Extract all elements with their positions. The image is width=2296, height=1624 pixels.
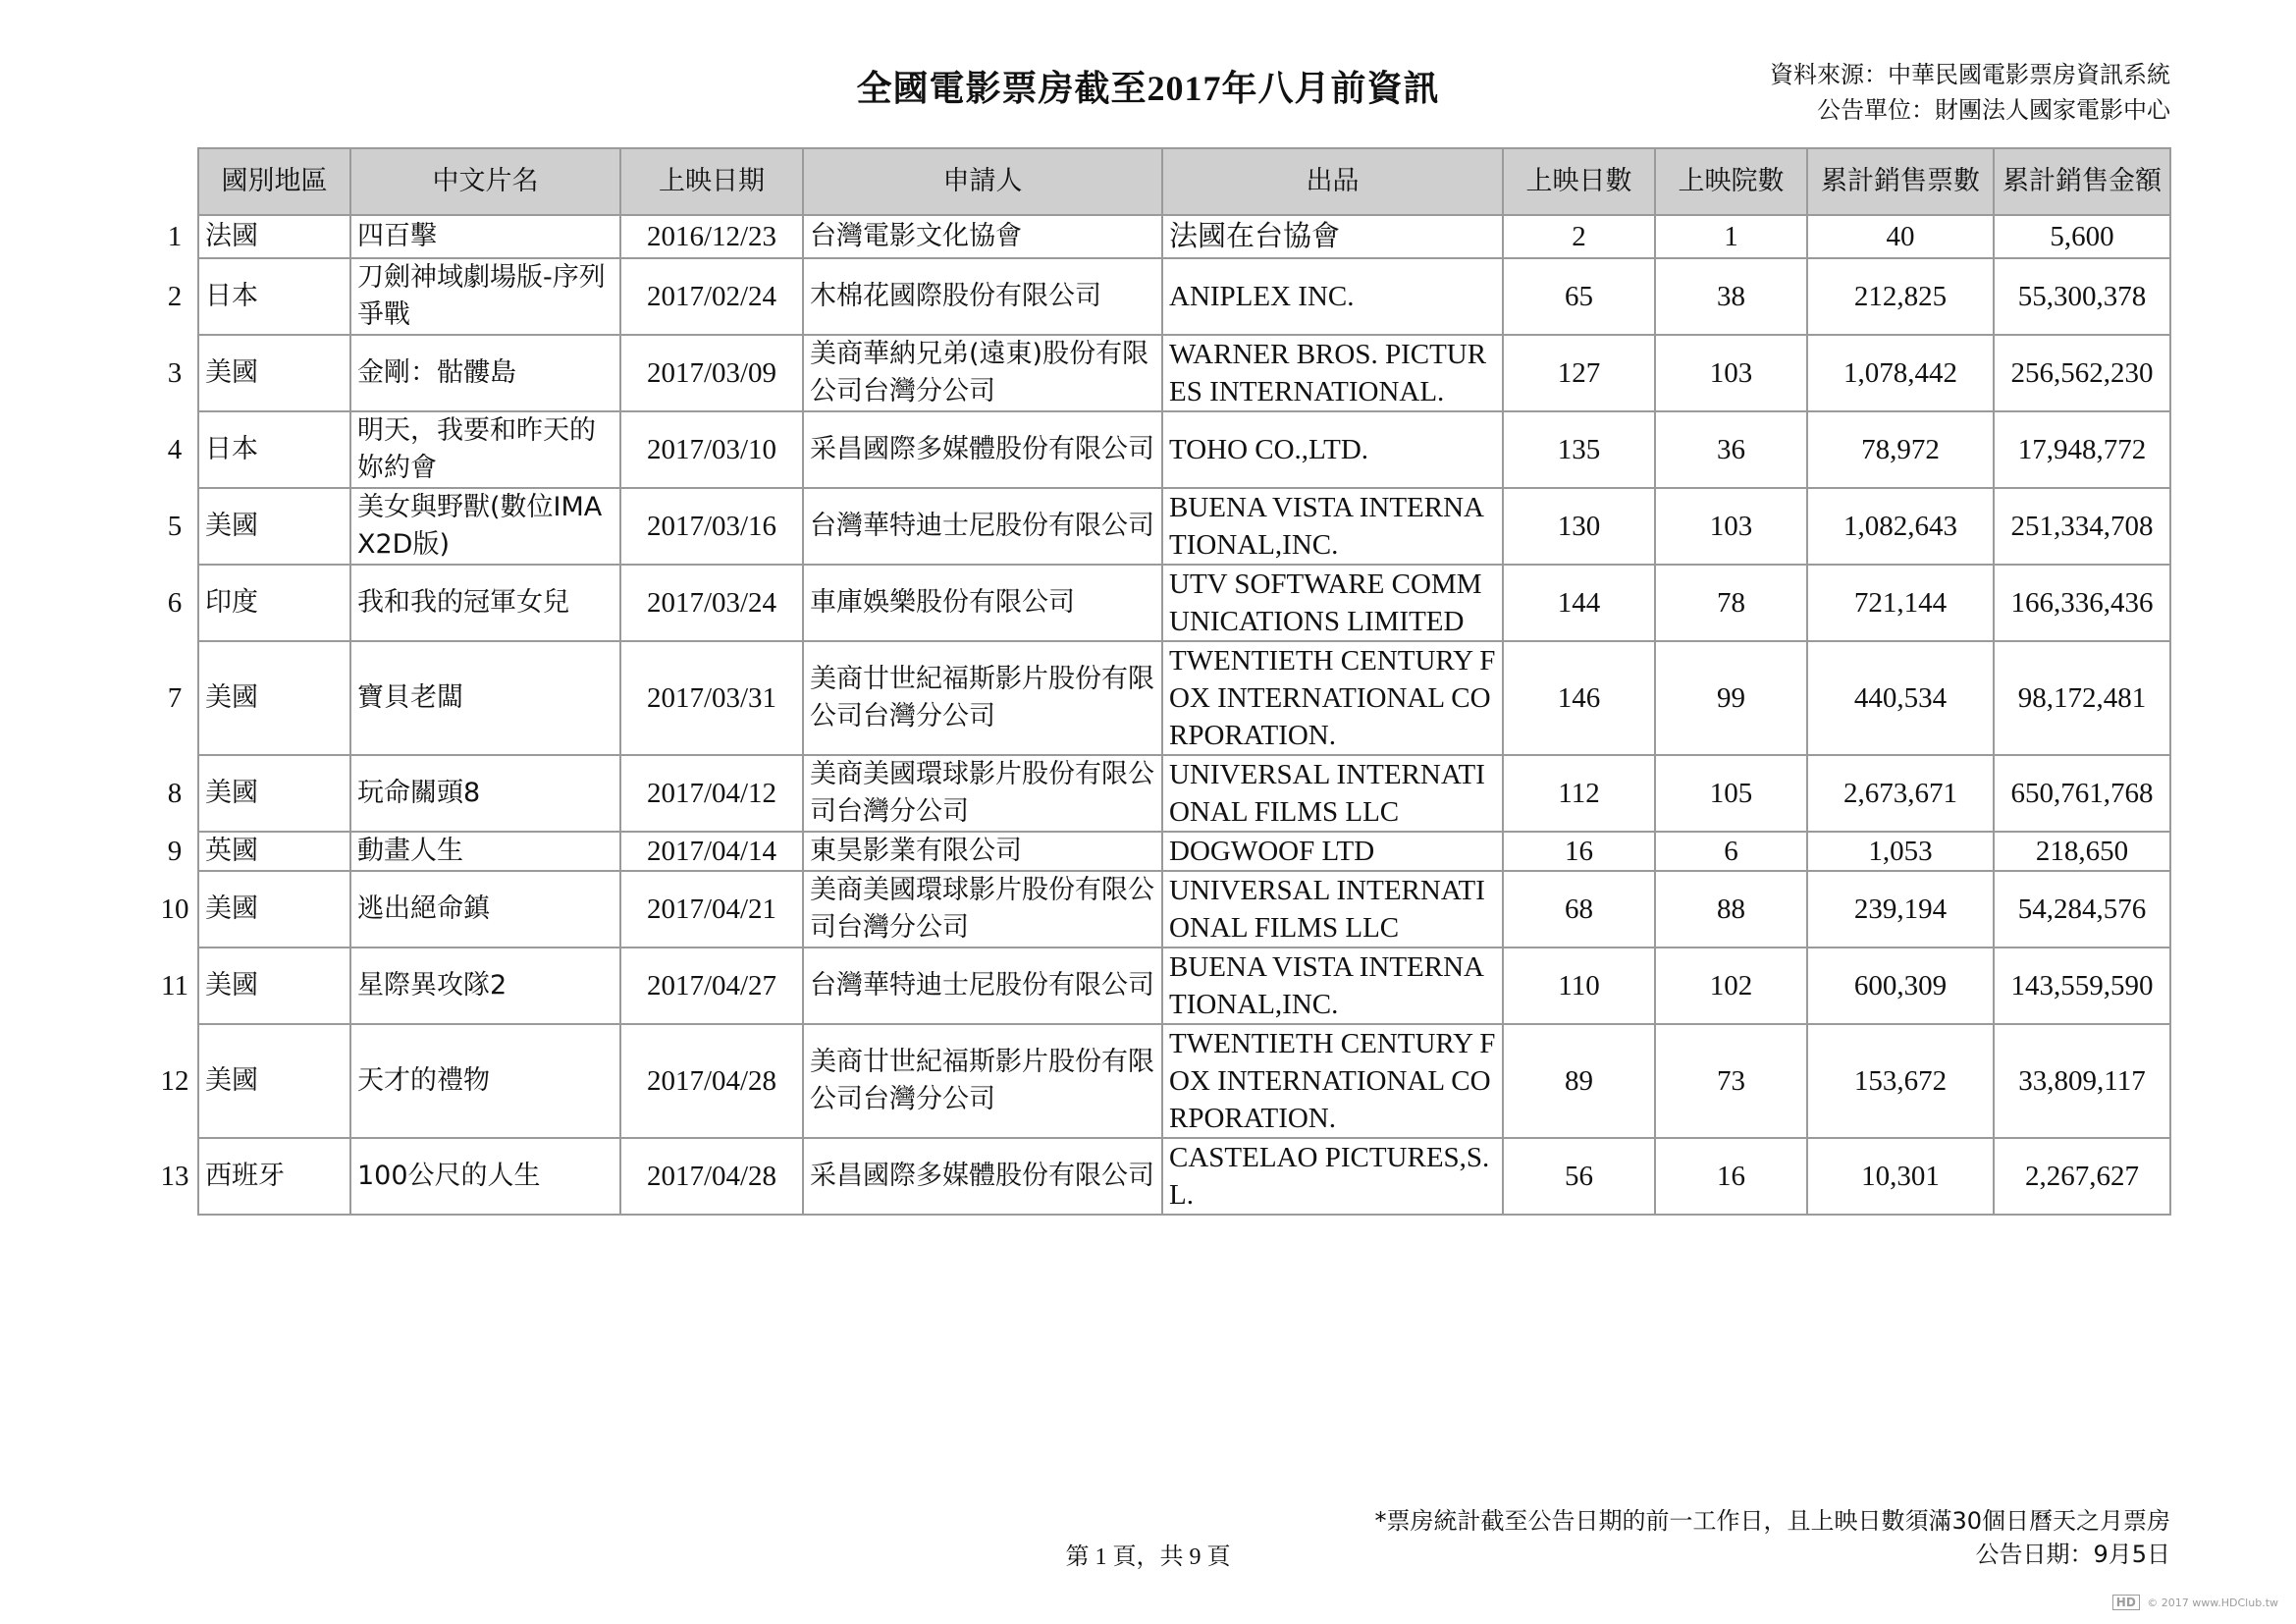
release-date-cell: 2017/03/09 — [620, 335, 803, 411]
theaters-cell: 103 — [1655, 488, 1807, 565]
watermark — [2112, 1595, 2278, 1610]
theaters-cell: 105 — [1655, 755, 1807, 832]
revenue-cell: 2,267,627 — [1994, 1138, 2170, 1215]
revenue-cell: 166,336,436 — [1994, 565, 2170, 641]
tickets-cell: 2,673,671 — [1807, 755, 1994, 832]
theaters-cell: 6 — [1655, 832, 1807, 871]
revenue-cell: 143,559,590 — [1994, 947, 2170, 1024]
release-date-cell: 2017/04/28 — [620, 1138, 803, 1215]
screening-days-cell: 16 — [1503, 832, 1655, 871]
revenue-cell: 256,562,230 — [1994, 335, 2170, 411]
row-index: 3 — [152, 335, 198, 411]
table-row — [152, 488, 2170, 565]
row-index: 11 — [152, 947, 198, 1024]
producer-cell: TWENTIETH CENTURY FOX INTERNATIONAL CORPORATION. — [1162, 1024, 1503, 1138]
theaters-cell: 73 — [1655, 1024, 1807, 1138]
row-index: 5 — [152, 488, 198, 565]
country-cell: 美國 — [198, 1024, 350, 1138]
release-date-cell: 2017/04/28 — [620, 1024, 803, 1138]
release-date-cell: 2017/04/12 — [620, 755, 803, 832]
country-cell: 英國 — [198, 832, 350, 871]
release-date-cell: 2016/12/23 — [620, 215, 803, 258]
screening-days-cell: 112 — [1503, 755, 1655, 832]
box-office-table-wrap — [152, 147, 2171, 1216]
producer-cell: ANIPLEX INC. — [1162, 258, 1503, 335]
theaters-cell: 103 — [1655, 335, 1807, 411]
header-days: 上映日數 — [1503, 148, 1655, 215]
producer-cell: TOHO CO.,LTD. — [1162, 411, 1503, 488]
release-date-cell: 2017/03/10 — [620, 411, 803, 488]
title-cell: 玩命關頭8 — [350, 755, 620, 832]
tickets-cell: 1,082,643 — [1807, 488, 1994, 565]
tickets-cell: 1,078,442 — [1807, 335, 1994, 411]
applicant-cell: 木棉花國際股份有限公司 — [803, 258, 1162, 335]
title-cell: 逃出絕命鎮 — [350, 871, 620, 947]
header-tickets: 累計銷售票數 — [1807, 148, 1994, 215]
theaters-cell: 99 — [1655, 641, 1807, 755]
header-producer: 出品 — [1162, 148, 1503, 215]
applicant-cell: 采昌國際多媒體股份有限公司 — [803, 1138, 1162, 1215]
screening-days-cell: 144 — [1503, 565, 1655, 641]
header-row — [152, 148, 2170, 215]
table-body — [152, 215, 2170, 1215]
screening-days-cell: 135 — [1503, 411, 1655, 488]
header-index — [152, 148, 198, 215]
publisher-line: 公告單位：財團法人國家電影中心 — [1817, 96, 2170, 124]
title-cell: 明天，我要和昨天的妳約會 — [350, 411, 620, 488]
screening-days-cell: 65 — [1503, 258, 1655, 335]
release-date-cell: 2017/04/14 — [620, 832, 803, 871]
screening-days-cell: 89 — [1503, 1024, 1655, 1138]
producer-cell: UNIVERSAL INTERNATIONAL FILMS LLC — [1162, 871, 1503, 947]
title-cell: 100公尺的人生 — [350, 1138, 620, 1215]
row-index: 6 — [152, 565, 198, 641]
table-row — [152, 565, 2170, 641]
row-index: 2 — [152, 258, 198, 335]
revenue-cell: 55,300,378 — [1994, 258, 2170, 335]
release-date-cell: 2017/03/16 — [620, 488, 803, 565]
applicant-cell: 東昊影業有限公司 — [803, 832, 1162, 871]
table-row — [152, 755, 2170, 832]
applicant-cell: 美商美國環球影片股份有限公司台灣分公司 — [803, 755, 1162, 832]
theaters-cell: 78 — [1655, 565, 1807, 641]
title-cell: 寶貝老闆 — [350, 641, 620, 755]
row-index: 13 — [152, 1138, 198, 1215]
row-index: 1 — [152, 215, 198, 258]
screening-days-cell: 127 — [1503, 335, 1655, 411]
theaters-cell: 102 — [1655, 947, 1807, 1024]
page-title: 全國電影票房截至2017年八月前資訊 — [856, 69, 1440, 108]
tickets-cell: 10,301 — [1807, 1138, 1994, 1215]
table-row — [152, 411, 2170, 488]
screening-days-cell: 146 — [1503, 641, 1655, 755]
table-row — [152, 1024, 2170, 1138]
country-cell: 美國 — [198, 335, 350, 411]
revenue-cell: 5,600 — [1994, 215, 2170, 258]
tickets-cell: 1,053 — [1807, 832, 1994, 871]
producer-cell: BUENA VISTA INTERNATIONAL,INC. — [1162, 488, 1503, 565]
tickets-cell: 600,309 — [1807, 947, 1994, 1024]
country-cell: 美國 — [198, 641, 350, 755]
title-cell: 金剛：骷髏島 — [350, 335, 620, 411]
table-row — [152, 258, 2170, 335]
table-row — [152, 641, 2170, 755]
title-cell: 美女與野獸(數位IMAX2D版) — [350, 488, 620, 565]
revenue-cell: 251,334,708 — [1994, 488, 2170, 565]
watermark-text: © 2017 www.HDClub.tw — [2147, 1597, 2278, 1609]
title-cell: 星際異攻隊2 — [350, 947, 620, 1024]
row-index: 12 — [152, 1024, 198, 1138]
header-title: 中文片名 — [350, 148, 620, 215]
country-cell: 美國 — [198, 947, 350, 1024]
country-cell: 日本 — [198, 411, 350, 488]
applicant-cell: 車庫娛樂股份有限公司 — [803, 565, 1162, 641]
applicant-cell: 美商美國環球影片股份有限公司台灣分公司 — [803, 871, 1162, 947]
screening-days-cell: 56 — [1503, 1138, 1655, 1215]
tickets-cell: 153,672 — [1807, 1024, 1994, 1138]
screening-days-cell: 68 — [1503, 871, 1655, 947]
title-cell: 四百擊 — [350, 215, 620, 258]
applicant-cell: 台灣電影文化協會 — [803, 215, 1162, 258]
release-date-cell: 2017/03/24 — [620, 565, 803, 641]
table-row — [152, 335, 2170, 411]
title-cell: 天才的禮物 — [350, 1024, 620, 1138]
country-cell: 日本 — [198, 258, 350, 335]
footnote-text: *票房統計截至公告日期的前一工作日，且上映日數須滿30個日曆天之月票房 — [1374, 1507, 2170, 1535]
producer-cell: DOGWOOF LTD — [1162, 832, 1503, 871]
applicant-cell: 美商華納兄弟(遠東)股份有限公司台灣分公司 — [803, 335, 1162, 411]
country-cell: 美國 — [198, 755, 350, 832]
row-index: 8 — [152, 755, 198, 832]
header-theaters: 上映院數 — [1655, 148, 1807, 215]
release-date-cell: 2017/02/24 — [620, 258, 803, 335]
country-cell: 美國 — [198, 488, 350, 565]
producer-cell: BUENA VISTA INTERNATIONAL,INC. — [1162, 947, 1503, 1024]
revenue-cell: 218,650 — [1994, 832, 2170, 871]
screening-days-cell: 2 — [1503, 215, 1655, 258]
table-row — [152, 947, 2170, 1024]
release-date-cell: 2017/04/27 — [620, 947, 803, 1024]
table-row — [152, 1138, 2170, 1215]
watermark-logo-icon: HD — [2112, 1595, 2140, 1610]
producer-cell: 法國在台協會 — [1162, 215, 1503, 258]
revenue-cell: 54,284,576 — [1994, 871, 2170, 947]
screening-days-cell: 130 — [1503, 488, 1655, 565]
title-cell: 動畫人生 — [350, 832, 620, 871]
theaters-cell: 36 — [1655, 411, 1807, 488]
box-office-table — [152, 147, 2171, 1216]
revenue-cell: 650,761,768 — [1994, 755, 2170, 832]
producer-cell: WARNER BROS. PICTURES INTERNATIONAL. — [1162, 335, 1503, 411]
title-cell: 刀劍神域劇場版-序列爭戰 — [350, 258, 620, 335]
tickets-cell: 721,144 — [1807, 565, 1994, 641]
header-country: 國別地區 — [198, 148, 350, 215]
theaters-cell: 88 — [1655, 871, 1807, 947]
row-index: 10 — [152, 871, 198, 947]
producer-cell: UTV SOFTWARE COMMUNICATIONS LIMITED — [1162, 565, 1503, 641]
applicant-cell: 采昌國際多媒體股份有限公司 — [803, 411, 1162, 488]
header-applicant: 申請人 — [803, 148, 1162, 215]
applicant-cell: 美商廿世紀福斯影片股份有限公司台灣分公司 — [803, 1024, 1162, 1138]
screening-days-cell: 110 — [1503, 947, 1655, 1024]
applicant-cell: 美商廿世紀福斯影片股份有限公司台灣分公司 — [803, 641, 1162, 755]
row-index: 4 — [152, 411, 198, 488]
theaters-cell: 38 — [1655, 258, 1807, 335]
revenue-cell: 98,172,481 — [1994, 641, 2170, 755]
producer-cell: TWENTIETH CENTURY FOX INTERNATIONAL CORPORATION. — [1162, 641, 1503, 755]
page-number: 第 1 頁，共 9 頁 — [1065, 1544, 1231, 1570]
release-date-cell: 2017/03/31 — [620, 641, 803, 755]
revenue-cell: 33,809,117 — [1994, 1024, 2170, 1138]
country-cell: 印度 — [198, 565, 350, 641]
row-index: 9 — [152, 832, 198, 871]
producer-cell: UNIVERSAL INTERNATIONAL FILMS LLC — [1162, 755, 1503, 832]
country-cell: 西班牙 — [198, 1138, 350, 1215]
applicant-cell: 台灣華特迪士尼股份有限公司 — [803, 947, 1162, 1024]
release-date-cell: 2017/04/21 — [620, 871, 803, 947]
country-cell: 法國 — [198, 215, 350, 258]
tickets-cell: 78,972 — [1807, 411, 1994, 488]
theaters-cell: 16 — [1655, 1138, 1807, 1215]
title-cell: 我和我的冠軍女兒 — [350, 565, 620, 641]
table-row — [152, 871, 2170, 947]
header-date: 上映日期 — [620, 148, 803, 215]
country-cell: 美國 — [198, 871, 350, 947]
producer-cell: CASTELAO PICTURES,S.L. — [1162, 1138, 1503, 1215]
revenue-cell: 17,948,772 — [1994, 411, 2170, 488]
tickets-cell: 212,825 — [1807, 258, 1994, 335]
tickets-cell: 239,194 — [1807, 871, 1994, 947]
source-line: 資料來源：中華民國電影票房資訊系統 — [1770, 61, 2170, 88]
row-index: 7 — [152, 641, 198, 755]
table-row — [152, 215, 2170, 258]
applicant-cell: 台灣華特迪士尼股份有限公司 — [803, 488, 1162, 565]
source-info — [1770, 57, 2170, 128]
tickets-cell: 40 — [1807, 215, 1994, 258]
header-revenue: 累計銷售金額 — [1994, 148, 2170, 215]
theaters-cell: 1 — [1655, 215, 1807, 258]
announcement-date: 公告日期：9月5日 — [1975, 1541, 2170, 1568]
tickets-cell: 440,534 — [1807, 641, 1994, 755]
table-row — [152, 832, 2170, 871]
